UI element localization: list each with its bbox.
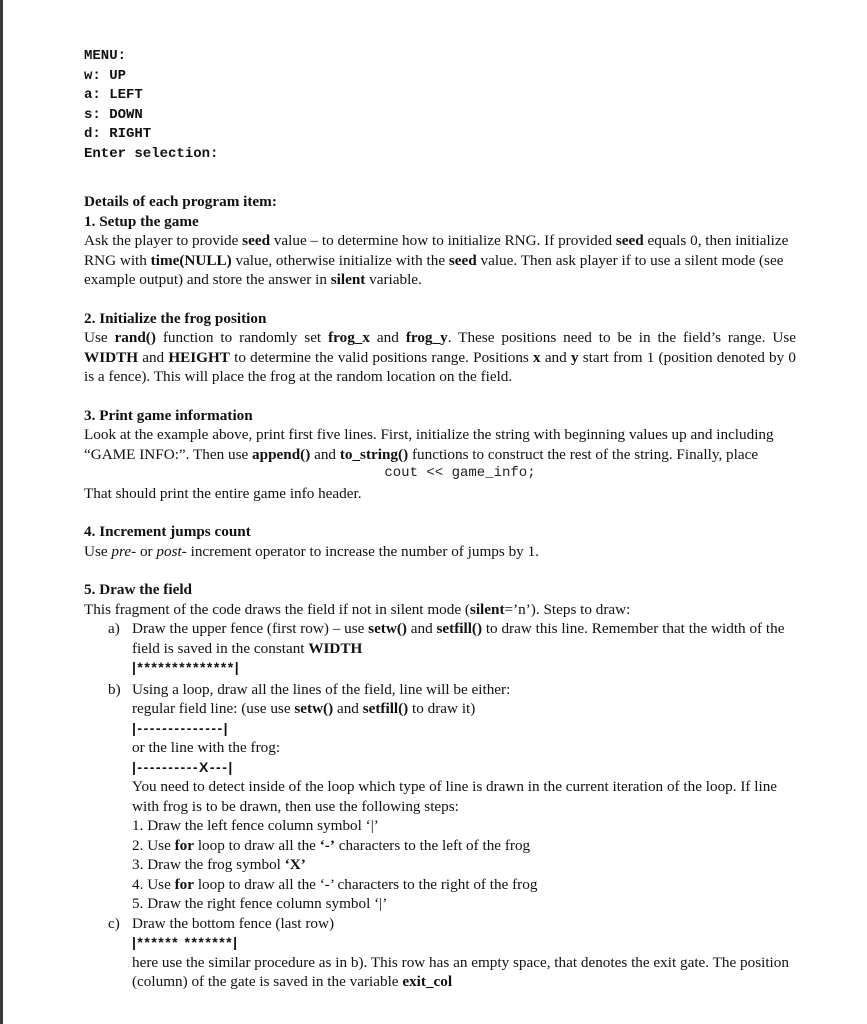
section-title: 1. Setup the game: [84, 212, 199, 230]
details-heading: Details of each program item:: [84, 193, 277, 210]
list-item-body: [132, 914, 796, 992]
item-text: Draw the bottom fence (last row): [132, 914, 335, 932]
list-item-c: [84, 914, 796, 992]
section-intro: This fragment of the code draws the field if not in silent mode (silent=’n’). Steps to draw:: [84, 600, 631, 618]
list-item-a: [84, 619, 796, 678]
section-text: Use rand() function to randomly set frog_x and frog_y. These positions need to be in the field’s range. Use WIDTH and HEIGHT to determine the valid positions range. Positions x and y start from 1 (position denoted by 0 is a fence). This will place the frog at the random location on the field.: [84, 329, 796, 385]
step-5: 5. Draw the right fence column symbol ‘|’: [132, 895, 388, 912]
section-increment-jumps: [84, 522, 796, 561]
section-init-frog: [84, 309, 796, 387]
frog-line-example: |----------X---|: [132, 758, 234, 775]
list-marker: c): [108, 914, 120, 932]
document-page: [84, 47, 796, 992]
list-item-b: [84, 680, 796, 914]
item-text: Using a loop, draw all the lines of the field, line will be either:: [132, 680, 511, 698]
menu-prompt: Enter selection:: [84, 145, 219, 162]
list-marker: a): [108, 620, 120, 637]
section-draw-field: [84, 580, 796, 992]
step-3: 3. Draw the frog symbol ‘X’: [132, 856, 306, 873]
item-text: regular field line: (use use setw() and setfill() to draw it): [132, 700, 476, 717]
section-print-info: [84, 406, 796, 504]
menu-item-down: s: DOWN: [84, 106, 143, 123]
menu-item-up: w: UP: [84, 67, 127, 84]
menu-item-left: a: LEFT: [84, 87, 143, 103]
left-edge-bar: [0, 0, 3, 1024]
section-setup: [84, 212, 796, 290]
section-text: Use pre- or post- increment operator to increase the number of jumps by 1.: [84, 542, 539, 560]
item-text: Draw the upper fence (first row) – use setw() and setfill() to draw this line. Remember that the width of the field is saved in the constant WIDTH: [132, 620, 785, 657]
menu-title: MENU:: [84, 48, 127, 64]
list-item-body: [132, 619, 796, 678]
item-paragraph: You need to detect inside of the loop which type of line is drawn in the current iteration of the loop. If line with frog is to be drawn, then use the following steps:: [132, 778, 778, 815]
bottom-fence-example: |****** *******|: [132, 934, 239, 950]
section-title: 5. Draw the field: [84, 581, 192, 598]
section-title: 3. Print game information: [84, 406, 253, 424]
list-marker: b): [108, 680, 121, 698]
item-paragraph: here use the similar procedure as in b). This row has an empty space, that denotes the exit gate. The position (column) of the gate is saved in the variable exit_col: [132, 953, 789, 990]
details-section: [84, 192, 796, 992]
step-1: 1. Draw the left fence column symbol ‘|’: [132, 817, 379, 834]
upper-fence-example: |**************|: [132, 659, 241, 675]
section-title: 4. Increment jumps count: [84, 523, 251, 540]
section-after-text: That should print the entire game info header.: [84, 484, 362, 502]
step-2: 2. Use for loop to draw all the ‘-’ characters to the left of the frog: [132, 836, 531, 854]
step-4: 4. Use for loop to draw all the ‘-’ characters to the right of the frog: [132, 875, 538, 893]
section-text: Look at the example above, print first five lines. First, initialize the string with beginning values up and including “GAME INFO:”. Then use append() and to_string() functions to construct the rest of the string. Finally, place: [84, 426, 774, 463]
frog-line-steps: [132, 816, 796, 914]
list-item-body: [132, 680, 796, 914]
section-title: 2. Initialize the frog position: [84, 309, 267, 327]
menu-item-right: d: RIGHT: [84, 126, 152, 142]
regular-line-example: |--------------|: [132, 719, 230, 736]
code-snippet: cout << game_info;: [384, 465, 536, 481]
menu-block: [84, 47, 796, 164]
section-text: Ask the player to provide seed value – to determine how to initialize RNG. If provided seed equals 0, then initialize RNG with time(NULL) value, otherwise initialize with the seed value. Then ask player if to use a silent mode (see example output) and store the answer in silent variable.: [84, 232, 789, 288]
item-text: or the line with the frog:: [132, 739, 281, 756]
